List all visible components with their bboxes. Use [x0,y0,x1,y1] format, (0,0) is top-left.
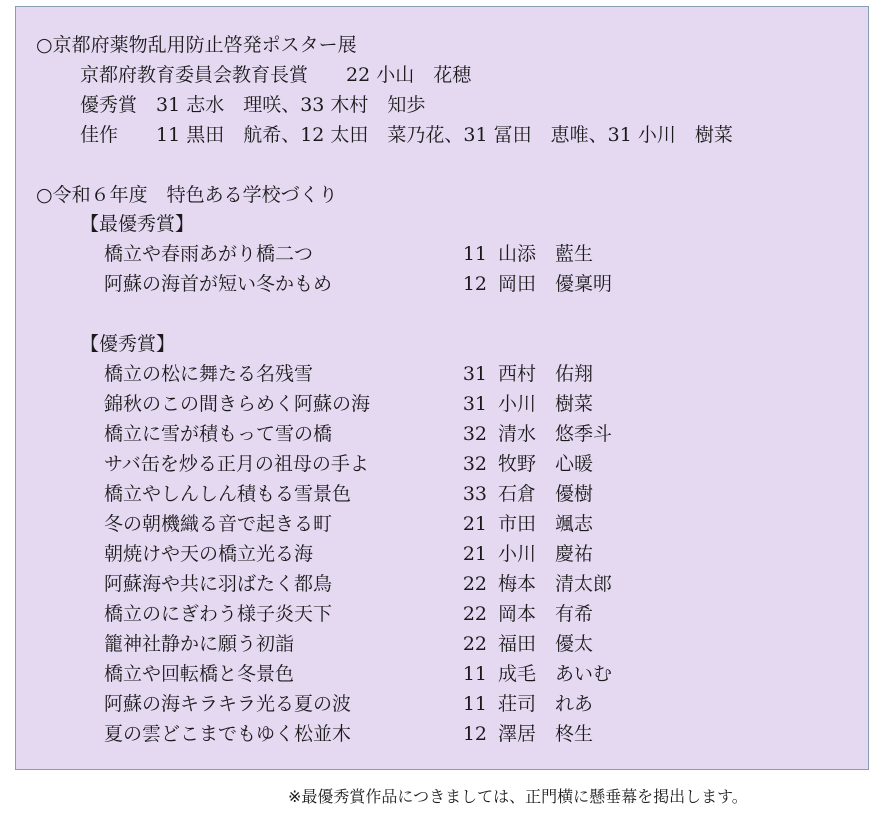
haiku-text: 籠神社静かに願う初詣 [104,633,295,655]
haiku-text: 橋立や回転橋と冬景色 [104,663,295,685]
class-number: 33 [462,483,487,505]
poster-line-excellence: 優秀賞 31 志水 理咲、33 木村 知歩 [80,94,426,116]
student-name: 福田 優太 [498,633,594,655]
student-name: 成毛 あいむ [498,663,613,685]
haiku-text: 橋立のにぎわう様子炎天下 [104,603,333,625]
poster-line-superintendent: 京都府教育委員会教育長賞 22 小山 花穂 [80,64,472,86]
haiku-text: 橋立の松に舞たる名残雪 [104,363,314,385]
poster-line-honorable: 佳作 11 黒田 航希、12 太田 菜乃花、31 冨田 恵唯、31 小川 樹菜 [80,124,733,146]
student-name: 西村 佑翔 [498,363,594,385]
haiku-text: 橋立やしんしん積もる雪景色 [104,483,352,505]
student-name: 荘司 れあ [498,693,594,715]
class-number: 11 [462,243,487,265]
poster-heading: ○京都府薬物乱用防止啓発ポスター展 [36,34,357,56]
award-label: 【優秀賞】 [80,333,176,355]
student-name: 牧野 心暖 [498,453,594,475]
haiku-text: 冬の朝機織る音で起きる町 [104,513,333,535]
class-number: 11 [462,693,487,715]
student-name: 清水 悠季斗 [498,423,613,445]
student-name: 澤居 柊生 [498,723,594,745]
haiku-text: 阿蘇海や共に羽ばたく都鳥 [104,573,333,595]
top-award-label: 【最優秀賞】 [80,213,195,235]
haiku-text: 橋立に雪が積もって雪の橋 [104,423,333,445]
student-name: 梅本 清太郎 [498,573,613,595]
haiku-text: 朝焼けや天の橋立光る海 [104,543,314,565]
student-name: 石倉 優樹 [498,483,594,505]
haiku-text: 夏の雲どこまでもゆく松並木 [104,723,352,745]
haiku-text: 橋立や春雨あがり橋二つ [104,243,314,265]
haiku-text: サバ缶を炒る正月の祖母の手よ [104,453,369,475]
student-name: 岡田 優稟明 [498,273,613,295]
awards-panel [15,6,869,770]
class-number: 32 [462,453,487,475]
school-heading: ○令和６年度 特色ある学校づくり [36,184,338,206]
student-name: 市田 颯志 [498,513,594,535]
class-number: 31 [462,363,487,385]
student-name: 小川 慶祐 [498,543,594,565]
class-number: 12 [462,723,487,745]
haiku-text: 錦秋のこの間きらめく阿蘇の海 [104,393,371,415]
class-number: 32 [462,423,487,445]
student-name: 小川 樹菜 [498,393,594,415]
class-number: 21 [462,543,487,565]
class-number: 21 [462,513,487,535]
banner-footnote: ※最優秀賞作品につきましては、正門横に懸垂幕を掲出します。 [288,787,748,806]
class-number: 22 [462,573,487,595]
student-name: 岡本 有希 [498,603,594,625]
class-number: 22 [462,603,487,625]
class-number: 12 [462,273,487,295]
class-number: 11 [462,663,487,685]
class-number: 31 [462,393,487,415]
student-name: 山添 藍生 [498,243,594,265]
haiku-text: 阿蘇の海キラキラ光る夏の波 [104,693,352,715]
haiku-text: 阿蘇の海首が短い冬かもめ [104,273,333,295]
class-number: 22 [462,633,487,655]
